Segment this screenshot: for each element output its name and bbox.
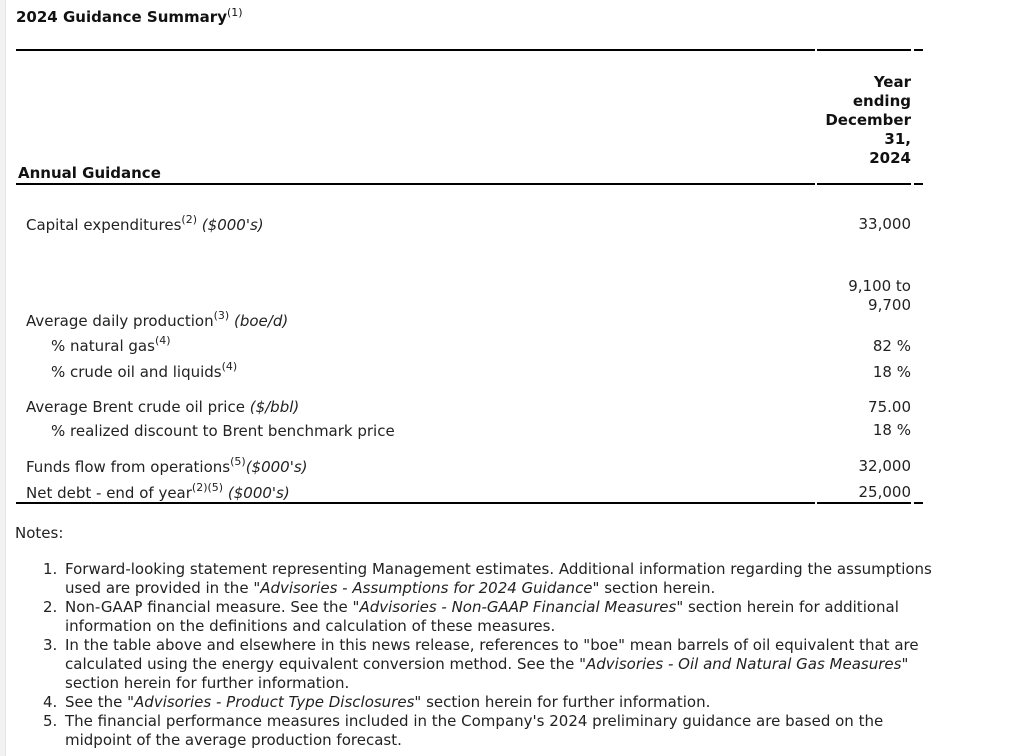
header-line: Year bbox=[873, 73, 911, 91]
row-label-natural-gas bbox=[51, 334, 171, 355]
note-emphasis: Advisories - Non-GAAP Financial Measures bbox=[359, 598, 677, 616]
value-line: 9,700 bbox=[868, 296, 911, 314]
label-text: Average Brent crude oil price bbox=[26, 398, 245, 416]
row-value-crude-oil: 18 % bbox=[872, 363, 911, 381]
unit-text: (boe/d) bbox=[233, 312, 289, 330]
header-line: 31, bbox=[884, 130, 911, 148]
note-item bbox=[43, 636, 943, 693]
note-text: The financial performance measures included in the Company's 2024 preliminary guidance are based on the midpoint of the average production forecast. bbox=[65, 712, 884, 749]
table-bottom-rule-right bbox=[914, 502, 923, 504]
row-label-brent-discount bbox=[51, 422, 395, 440]
footnote-ref: (4) bbox=[221, 360, 238, 373]
footnote-ref: (3) bbox=[213, 309, 230, 322]
row-label-funds-flow bbox=[26, 455, 308, 476]
note-text: Forward-looking statement representing Management estimates. Additional information regarding the assumptions used are provided in the " bbox=[65, 560, 932, 597]
column-header-period bbox=[800, 73, 911, 168]
unit-text: ($000's) bbox=[245, 458, 308, 476]
row-label-brent-price bbox=[26, 398, 299, 416]
unit-text: ($/bbl) bbox=[249, 398, 300, 416]
title-text: 2024 Guidance Summary bbox=[16, 8, 227, 26]
left-gutter bbox=[0, 0, 6, 756]
table-top-rule-mid bbox=[817, 49, 911, 51]
note-number: 3. bbox=[43, 636, 58, 654]
table-bottom-rule-mid bbox=[817, 502, 911, 504]
note-item bbox=[43, 712, 943, 750]
row-label-crude-oil bbox=[51, 360, 238, 381]
note-item bbox=[43, 693, 943, 712]
note-text: " section herein for additional information on the definitions and calculation of these measures. bbox=[65, 598, 899, 635]
row-value-brent-price: 75.00 bbox=[868, 398, 911, 416]
table-top-rule-right bbox=[914, 49, 923, 51]
label-text: Capital expenditures bbox=[26, 216, 182, 234]
label-text: % realized discount to Brent benchmark price bbox=[51, 422, 395, 440]
note-emphasis: Advisories - Product Type Disclosures bbox=[134, 693, 415, 711]
note-emphasis: Advisories - Assumptions for 2024 Guidance bbox=[260, 579, 593, 597]
footnote-ref: (2) bbox=[181, 213, 198, 226]
header-rule-right bbox=[914, 183, 923, 185]
note-text: " section herein for further information. bbox=[65, 655, 909, 692]
row-label-net-debt bbox=[26, 481, 290, 502]
note-text: " section herein for further information. bbox=[414, 693, 711, 711]
page-title bbox=[16, 8, 243, 26]
unit-text: ($000's) bbox=[227, 484, 290, 502]
footnote-ref: (5) bbox=[230, 455, 246, 468]
row-label-production bbox=[26, 309, 289, 330]
value-line: 9,100 to bbox=[848, 277, 911, 295]
row-value-production bbox=[780, 277, 911, 315]
header-rule-left bbox=[16, 183, 815, 185]
header-line: December bbox=[825, 111, 911, 129]
notes-list bbox=[43, 560, 943, 750]
title-footnote-ref: (1) bbox=[226, 6, 243, 19]
unit-text: ($000's) bbox=[201, 216, 264, 234]
footnote-ref: (2)(5) bbox=[191, 481, 224, 494]
note-number: 1. bbox=[43, 560, 58, 578]
note-number: 4. bbox=[43, 693, 58, 711]
note-item bbox=[43, 598, 943, 636]
note-text: Non-GAAP financial measure. See the " bbox=[65, 598, 360, 616]
note-item bbox=[43, 560, 943, 598]
footnote-ref: (4) bbox=[154, 334, 171, 347]
label-text: % natural gas bbox=[51, 337, 155, 355]
row-value-brent-discount: 18 % bbox=[872, 421, 911, 439]
header-line: ending bbox=[852, 92, 911, 110]
label-text: Funds flow from operations bbox=[26, 458, 231, 476]
row-value-natural-gas: 82 % bbox=[872, 337, 911, 355]
note-text: See the " bbox=[65, 693, 135, 711]
label-text: % crude oil and liquids bbox=[51, 363, 222, 381]
column-header-annual-guidance: Annual Guidance bbox=[18, 164, 161, 182]
header-line: 2024 bbox=[869, 149, 911, 167]
notes-heading: Notes: bbox=[15, 524, 64, 542]
row-value-net-debt: 25,000 bbox=[858, 483, 911, 501]
row-value-funds-flow: 32,000 bbox=[858, 457, 911, 475]
note-number: 2. bbox=[43, 598, 58, 616]
label-text: Net debt - end of year bbox=[26, 484, 192, 502]
note-emphasis: Advisories - Oil and Natural Gas Measures bbox=[586, 655, 902, 673]
table-bottom-rule-left bbox=[16, 502, 815, 504]
note-text: In the table above and elsewhere in this news release, references to "boe" mean barrels of oil equivalent that are calculated using the energy equivalent conversion method. See the " bbox=[65, 636, 919, 673]
row-label-capex bbox=[26, 213, 264, 234]
label-text: Average daily production bbox=[26, 312, 214, 330]
note-text: " section herein. bbox=[592, 579, 716, 597]
table-top-rule-left bbox=[16, 49, 815, 51]
header-rule-mid bbox=[817, 183, 911, 185]
note-number: 5. bbox=[43, 712, 58, 730]
row-value-capex: 33,000 bbox=[858, 215, 911, 233]
